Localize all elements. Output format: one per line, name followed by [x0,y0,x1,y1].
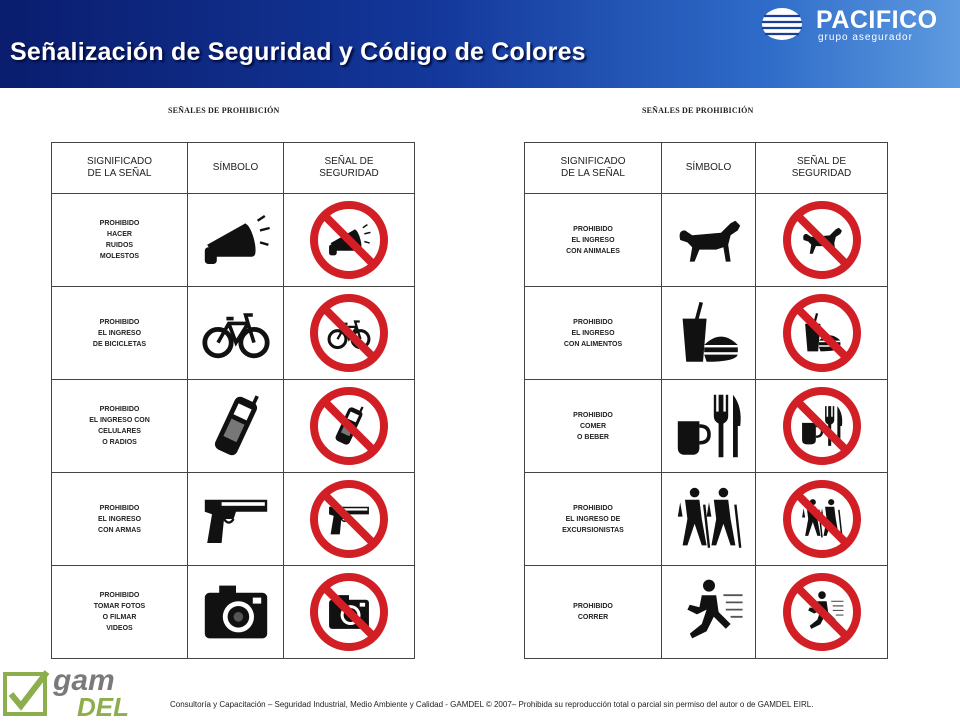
cellphone-icon [200,390,272,462]
row-symbol [662,380,756,473]
table-row [52,287,415,380]
right-prohibition-table [524,142,888,659]
table-row [52,194,415,287]
col-header-sign: SEÑAL DE SEGURIDAD [284,143,415,194]
row-symbol [662,194,756,287]
row-symbol [188,194,284,287]
no-eating-sign-icon [782,386,862,466]
row-meaning: PROHIBIDO EL INGRESO CON ARMAS [52,473,188,566]
no-noise-sign-icon [309,200,389,280]
row-meaning: PROHIBIDO EL INGRESO CON ALIMENTOS [525,287,662,380]
row-meaning: PROHIBIDO CORRER [525,566,662,659]
col-header-symbol: SÍMBOLO [188,143,284,194]
logo-text-bottom: DEL [77,692,129,722]
row-symbol [188,566,284,659]
row-sign [756,473,888,566]
row-sign [284,380,415,473]
globe-icon [760,6,804,42]
table-row [525,194,888,287]
row-meaning: PROHIBIDO TOMAR FOTOS O FILMAR VIDEOS [52,566,188,659]
col-header-sign: SEÑAL DE SEGURIDAD [756,143,888,194]
row-sign [756,194,888,287]
table-row [525,380,888,473]
gamdel-logo [3,664,143,722]
table-header-row [525,143,888,194]
header-banner [0,0,960,88]
megaphone-icon [200,204,272,276]
row-sign [756,287,888,380]
logo-subtitle: grupo asegurador [818,32,913,43]
row-sign [284,566,415,659]
row-symbol [188,380,284,473]
row-sign [756,566,888,659]
row-symbol [662,473,756,566]
col-header-meaning: SIGNIFICADO DE LA SEÑAL [52,143,188,194]
table-row [525,473,888,566]
no-animals-sign-icon [782,200,862,280]
logo-text-top: gam [53,664,115,697]
cutlery-icon [673,390,745,462]
row-meaning: PROHIBIDO EL INGRESO DE BICICLETAS [52,287,188,380]
table-row [525,287,888,380]
row-sign [284,473,415,566]
left-prohibition-table [51,142,415,659]
bicycle-icon [200,297,272,369]
camera-icon [200,576,272,648]
no-weapons-sign-icon [309,479,389,559]
hikers-icon [673,483,745,555]
table-row [525,566,888,659]
page-title: Señalización de Seguridad y Código de Colores [10,38,586,66]
row-sign [284,194,415,287]
col-header-meaning: SIGNIFICADO DE LA SEÑAL [525,143,662,194]
row-sign [284,287,415,380]
row-meaning: PROHIBIDO EL INGRESO DE EXCURSIONISTAS [525,473,662,566]
row-meaning: PROHIBIDO EL INGRESO CON ANIMALES [525,194,662,287]
row-meaning: PROHIBIDO HACER RUIDOS MOLESTOS [52,194,188,287]
row-sign [756,380,888,473]
row-meaning: PROHIBIDO EL INGRESO CON CELULARES O RADIOS [52,380,188,473]
no-cellphones-sign-icon [309,386,389,466]
table-row [52,473,415,566]
logo-name: PACIFICO [816,6,938,34]
runner-icon [673,576,745,648]
table-row [52,380,415,473]
row-symbol [662,287,756,380]
no-bicycles-sign-icon [309,293,389,373]
left-table-title: SEÑALES DE PROHIBICIÓN [168,106,280,115]
row-symbol [662,566,756,659]
no-hikers-sign-icon [782,479,862,559]
pacifico-logo [760,4,950,44]
no-photos-sign-icon [309,572,389,652]
table-header-row [52,143,415,194]
pistol-icon [200,483,272,555]
row-symbol [188,287,284,380]
row-symbol [188,473,284,566]
table-row [52,566,415,659]
no-running-sign-icon [782,572,862,652]
footer-copyright: Consultoría y Capacitación – Seguridad Industrial, Medio Ambiente y Calidad - GAMDEL © 2007– Prohibida su reproducción total o parcial sin permiso del autor o de GAMDEL EIRL. [170,700,814,709]
food-icon [673,297,745,369]
col-header-symbol: SÍMBOLO [662,143,756,194]
right-table-title: SEÑALES DE PROHIBICIÓN [642,106,754,115]
dog-icon [673,204,745,276]
row-meaning: PROHIBIDO COMER O BEBER [525,380,662,473]
no-food-sign-icon [782,293,862,373]
